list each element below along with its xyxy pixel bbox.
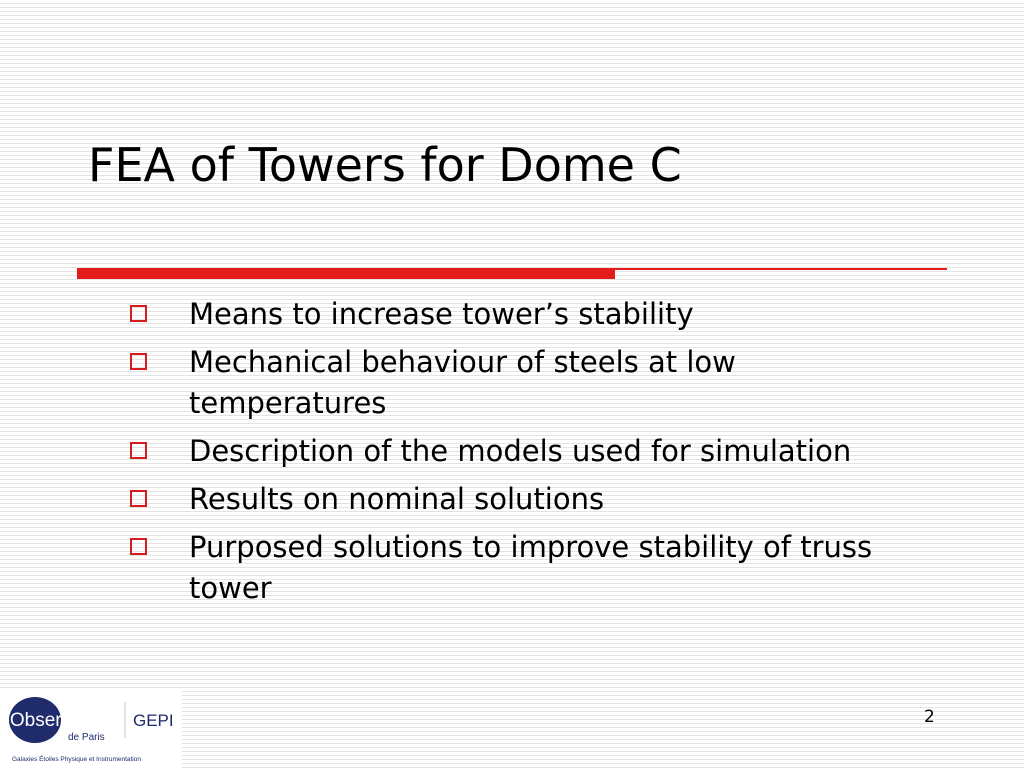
page-number: 2: [924, 707, 935, 727]
logo-subtitle: de Paris: [68, 732, 105, 743]
title-underline-thin: [615, 268, 947, 270]
bullet-item: [130, 527, 890, 609]
bullet-text: Means to increase tower’s stability: [189, 297, 694, 331]
bullet-item: [130, 431, 890, 472]
bullet-text: Mechanical behaviour of steels at low temperatures: [189, 345, 736, 420]
bullet-item: [130, 479, 890, 520]
bullet-item: [130, 342, 890, 424]
bullet-text: Description of the models used for simulation: [189, 434, 852, 468]
observatoire-logo: [0, 690, 182, 768]
hollow-square-bullet-icon: [130, 442, 147, 459]
hollow-square-bullet-icon: [130, 353, 147, 370]
bullet-list: [130, 294, 890, 616]
hollow-square-bullet-icon: [130, 305, 147, 322]
hollow-square-bullet-icon: [130, 538, 147, 555]
bullet-text: Purposed solutions to improve stability of truss tower: [189, 530, 873, 605]
logo-lab-name: GEPI: [133, 711, 174, 730]
observatoire-logo-graphic: [0, 690, 182, 754]
logo-wordmark: l'Observatoire: [2, 710, 119, 731]
slide-title: FEA of Towers for Dome C: [88, 138, 682, 192]
bullet-item: [130, 294, 890, 335]
title-underline-thick: [77, 268, 615, 279]
bullet-text: Results on nominal solutions: [189, 482, 605, 516]
logo-caption: Galaxies Étoiles Physique et Instrumentation: [12, 756, 141, 763]
hollow-square-bullet-icon: [130, 490, 147, 507]
